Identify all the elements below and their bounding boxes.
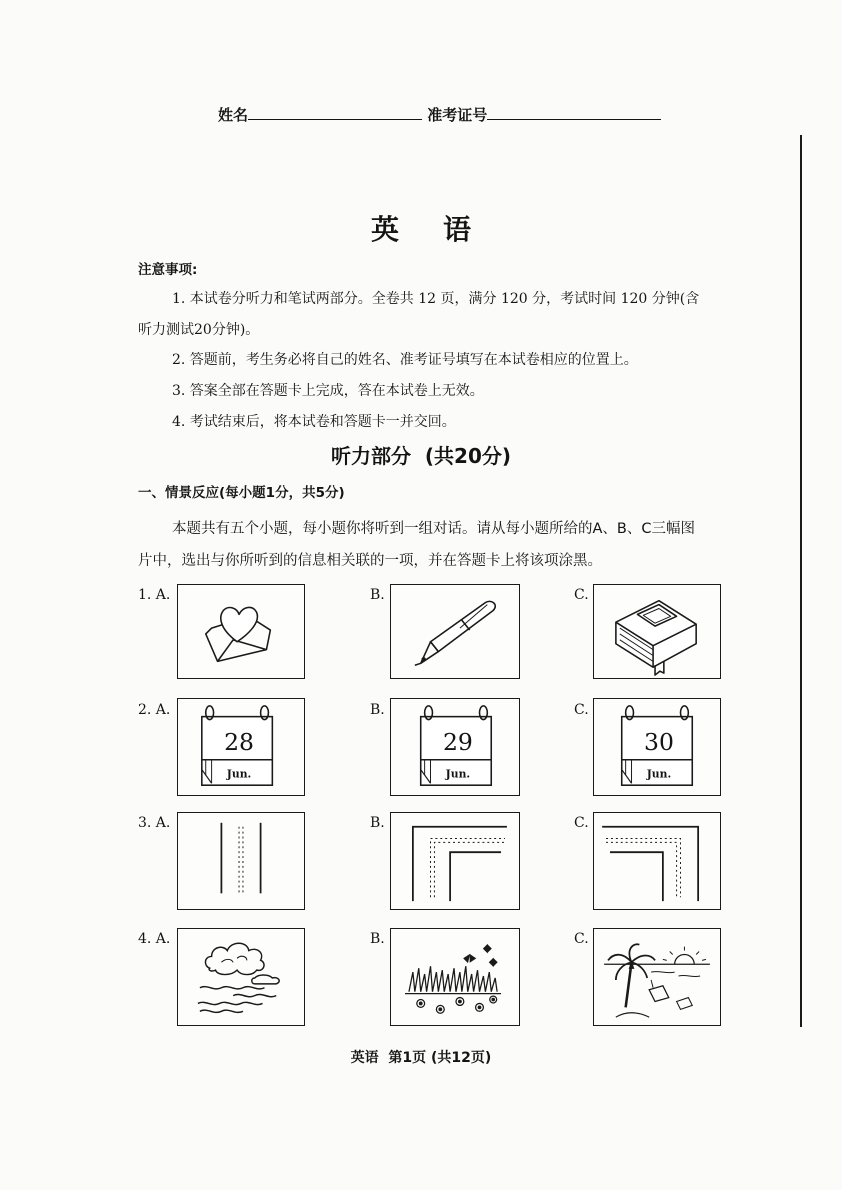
note-item-2: 2. 答题前，考生务必将自己的姓名、准考证号填写在本试卷相应的位置上。 [172, 352, 638, 368]
name-label: 姓名 [218, 106, 249, 124]
q1-option-a[interactable] [177, 584, 305, 679]
straight-road-icon [178, 813, 304, 909]
note-item-4: 4. 考试结束后，将本试卷和答题卡一并交回。 [172, 414, 456, 430]
page-title: 英语 [370, 213, 515, 246]
question-4-label: 4. A. [138, 931, 171, 947]
calendar-month: Jun. [226, 767, 252, 781]
calendar-month: Jun. [646, 767, 672, 781]
q3-option-b[interactable] [390, 812, 520, 910]
book-icon [594, 585, 720, 678]
q4-option-b-label: B. [370, 931, 385, 947]
calendar-day: 28 [224, 727, 254, 756]
q3-option-b-label: B. [370, 815, 385, 831]
q4-option-b[interactable] [390, 928, 520, 1026]
calendar-day: 30 [644, 727, 674, 756]
section-title: 听力部分 (共20分) [330, 444, 512, 468]
cloud-water-icon [178, 929, 304, 1025]
part-heading: 一、情景反应(每小题1分，共5分) [138, 485, 345, 501]
meadow-flowers-icon [391, 929, 519, 1025]
question-3-label: 3. A. [138, 815, 171, 831]
calendar-day: 29 [442, 727, 473, 756]
q1-option-c-label: C. [574, 587, 589, 603]
q1-option-c[interactable] [593, 584, 721, 679]
question-2-label: 2. A. [138, 702, 171, 718]
instructions: 本题共有五个小题，每小题你将听到一组对话。请从每小题所给的A、B、C三幅图 [172, 521, 695, 537]
q2-option-b[interactable] [390, 698, 520, 796]
exam-id-label: 准考证号 [427, 106, 488, 124]
q2-option-c[interactable] [593, 698, 721, 796]
beach-palm-icon [594, 929, 720, 1025]
calendar-month: Jun. [445, 767, 471, 781]
calendar-icon [391, 699, 519, 795]
q2-option-c-label: C. [574, 702, 589, 718]
q4-option-c[interactable] [593, 928, 721, 1026]
q1-option-b[interactable] [390, 584, 520, 679]
note-item-1-cont: 听力测试20分钟)。 [138, 322, 260, 338]
q3-option-a[interactable] [177, 812, 305, 910]
notes-heading: 注意事项: [138, 262, 198, 278]
road-turn-left-icon [594, 813, 720, 909]
heart-card-icon [178, 585, 304, 678]
calendar-icon [594, 699, 720, 795]
road-turn-right-icon [391, 813, 519, 909]
fountain-pen-icon [391, 585, 519, 678]
exam-id-blank[interactable] [487, 105, 661, 120]
q3-option-c-label: C. [574, 815, 589, 831]
q4-option-c-label: C. [574, 931, 589, 947]
name-blank[interactable] [248, 105, 422, 120]
header-line [218, 104, 661, 125]
page-footer: 英语 第1页 (共12页) [350, 1050, 492, 1066]
q3-option-c[interactable] [593, 812, 721, 910]
q2-option-b-label: B. [370, 702, 385, 718]
note-item-1: 1. 本试卷分听力和笔试两部分。全卷共 12 页，满分 120 分，考试时间 120 分钟(含 [172, 291, 700, 307]
q4-option-a[interactable] [177, 928, 305, 1026]
instructions-cont: 片中，选出与你所听到的信息相关联的一项，并在答题卡上将该项涂黑。 [138, 553, 602, 569]
question-1-label: 1. A. [138, 587, 171, 603]
q2-option-a[interactable] [177, 698, 305, 796]
q1-option-b-label: B. [370, 587, 385, 603]
note-item-3: 3. 答案全部在答题卡上完成，答在本试卷上无效。 [172, 383, 484, 399]
margin-rule [800, 135, 802, 1027]
calendar-icon [178, 699, 304, 795]
